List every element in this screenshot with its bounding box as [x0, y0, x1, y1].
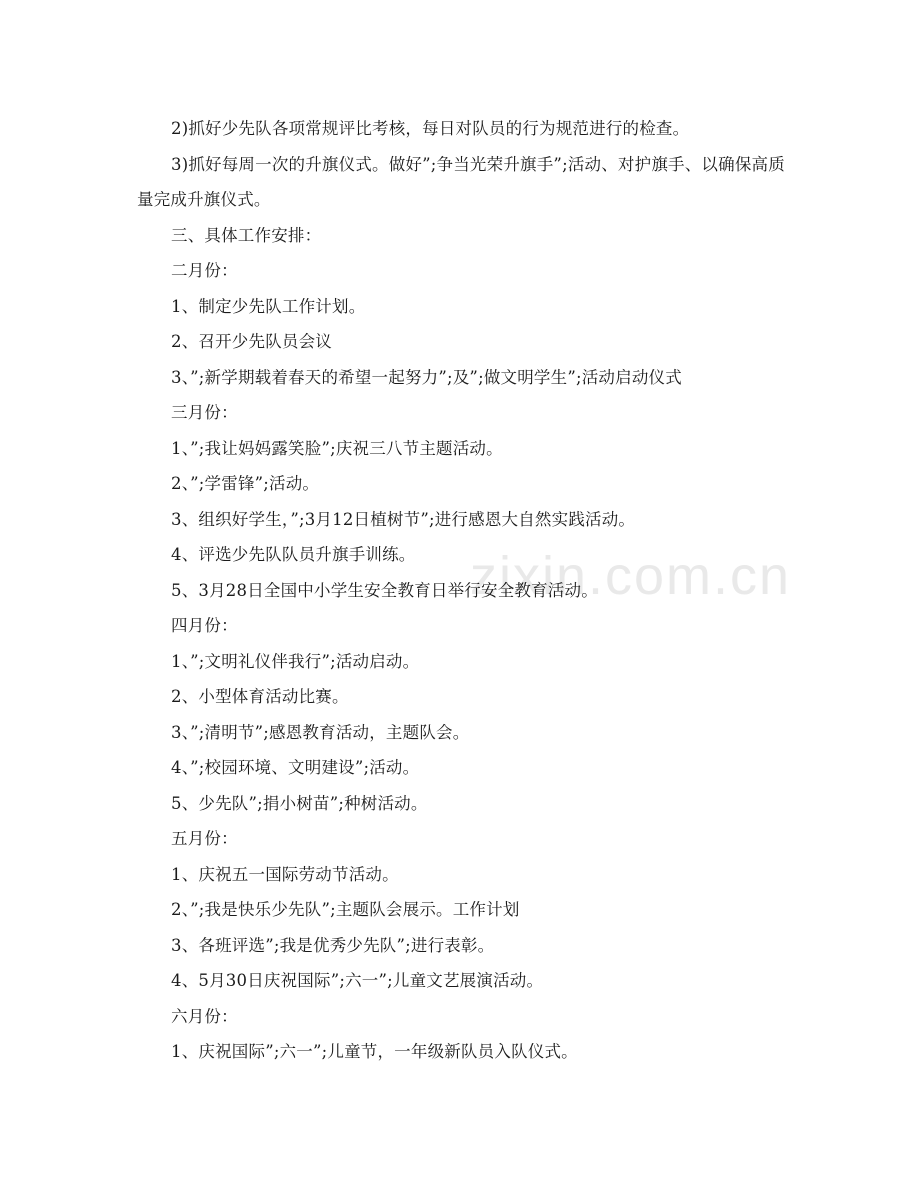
- paragraph-line: 五月份：: [171, 829, 238, 848]
- paragraph-line: 三、具体工作安排：: [171, 225, 322, 245]
- paragraph-line: 3、组织好学生，”;3月12日植树节”;进行感恩大自然实践活动。: [171, 509, 636, 529]
- paragraph-line: 3、各班评选”;我是优秀少先队”;进行表彰。: [171, 935, 495, 955]
- paragraph-line: 1、”;我让妈妈露笑脸”;庆祝三八节主题活动。: [171, 438, 503, 458]
- paragraph-line: 4、5月30日庆祝国际”;六一”;儿童文艺展演活动。: [171, 971, 544, 990]
- paragraph-line: 1、制定少先队工作计划。: [171, 296, 366, 316]
- paragraph-line: 1、庆祝五一国际劳动节活动。: [171, 864, 399, 884]
- paragraph-line: 5、3月28日全国中小学生安全教育日举行安全教育活动。: [171, 580, 598, 600]
- paragraph-line: 1、庆祝国际”;六一”;儿童节，一年级新队员入队仪式。: [171, 1042, 578, 1061]
- paragraph-line: 3、”;新学期载着春天的希望一起努力”;及”;做文明学生”;活动启动仪式: [171, 367, 682, 387]
- paragraph-line: 四月份：: [171, 616, 238, 635]
- watermark-text: zixin.com.cn: [470, 546, 792, 606]
- paragraph-line: 1、”;文明礼仪伴我行”;活动启动。: [171, 651, 420, 671]
- paragraph-line: 2、”;学雷锋”;活动。: [171, 474, 320, 493]
- document-body: [137, 111, 797, 1070]
- paragraph-line: 4、评选少先队队员升旗手训练。: [171, 545, 416, 564]
- paragraph-line: 二月份：: [171, 261, 238, 280]
- paragraph-line: 5、少先队”;捐小树苗”;种树活动。: [171, 793, 428, 813]
- paragraph-line: 2、”;我是快乐少先队”;主题队会展示。工作计划: [171, 900, 520, 919]
- paragraph-line: 六月份：: [171, 1006, 238, 1026]
- paragraph-line: 3)抓好每周一次的升旗仪式。做好”;争当光荣升旗手”;活动、对护旗手、以确保高质量完成升旗仪式。: [137, 154, 785, 209]
- paragraph-line: 4、”;校园环境、文明建设”;活动。: [171, 758, 420, 777]
- paragraph-line: 2、召开少先队员会议: [171, 332, 332, 351]
- paragraph-line: 2)抓好少先队各项常规评比考核，每日对队员的行为规范进行的检查。: [171, 119, 690, 138]
- paragraph-line: 3、”;清明节”;感恩教育活动，主题队会。: [171, 722, 470, 742]
- paragraph-line: 三月份：: [171, 403, 238, 422]
- paragraph-line: 2、小型体育活动比赛。: [171, 687, 349, 706]
